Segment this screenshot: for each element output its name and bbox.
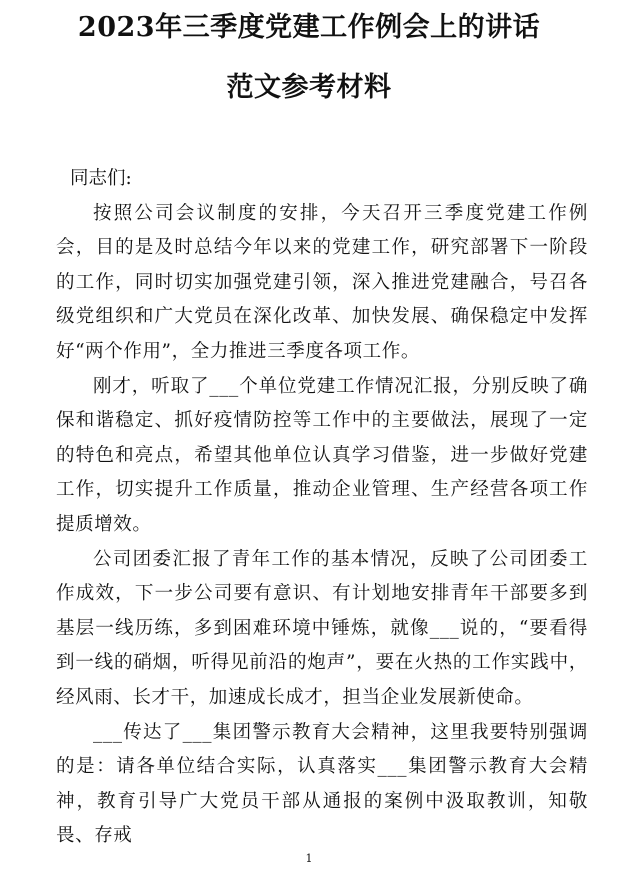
paragraph: 公司团委汇报了青年工作的基本情况，反映了公司团委工作成效，下一步公司要有意识、有计划地安排青年干部要多到基层一线历练，多到困难环境中锤炼，就像___说的，“要看得到一线的硝烟，听得见前沿的炮声”，要在火热的工作实践中，经风雨、长才干，加速成长成才，担当企业发展新使命。 <box>56 548 588 708</box>
document-body <box>56 162 588 854</box>
page-number: 1 <box>305 852 313 865</box>
paragraph: 按照公司会议制度的安排，今天召开三季度党建工作例会，目的是及时总结今年以来的党建工作，研究部署下一阶段的工作，同时切实加强党建引领，深入推进党建融合，号召各级党组织和广大党员在深化改革、加快发展、确保稳定中发挥好“两个作用”，全力推进三季度各项工作。 <box>56 202 588 362</box>
greeting: 同志们: <box>70 168 132 189</box>
document-title-line-1: 2023年三季度党建工作例会上的讲话 <box>77 12 541 43</box>
document-title-line-2: 范文参考材料 <box>226 72 392 103</box>
paragraph: 刚才，听取了___个单位党建工作情况汇报，分别反映了确保和谐稳定、抓好疫情防控等工作中的主要做法，展现了一定的特色和亮点，希望其他单位认真学习借鉴，进一步做好党建工作，切实提升工作质量，推动企业管理、生产经营各项工作提质增效。 <box>56 375 588 535</box>
paragraph: ___传达了___集团警示教育大会精神，这里我要特别强调的是：请各单位结合实际，认真落实___集团警示教育大会精神，教育引导广大党员干部从通报的案例中汲取教训，知敬畏、存戒 <box>56 721 588 847</box>
